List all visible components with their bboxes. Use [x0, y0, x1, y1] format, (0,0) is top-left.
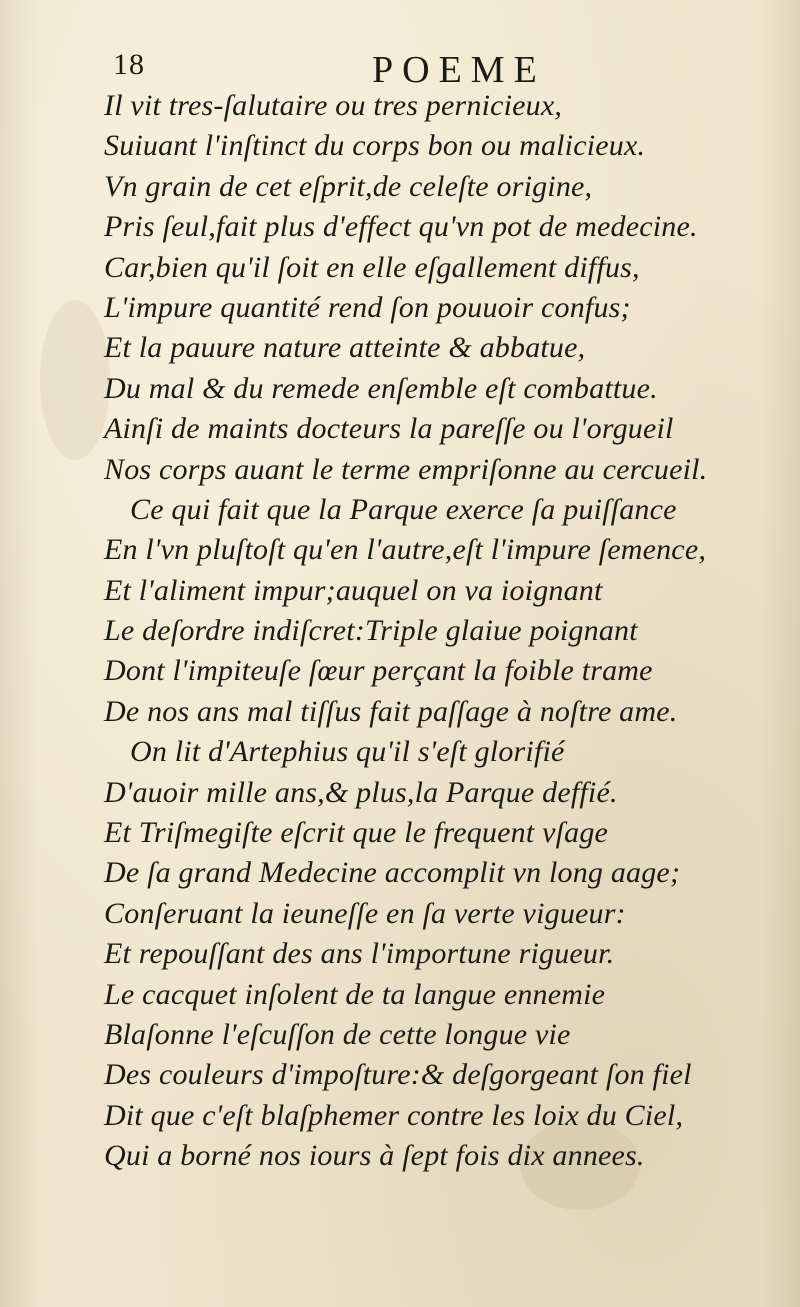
- poem-line: Du mal & du remede enſemble eſt combattue.: [104, 371, 658, 405]
- poem-line: De ſa grand Medecine accomplit vn long aage;: [104, 856, 681, 890]
- poem-line: Car,bien qu'il ſoit en elle eſgallement diffus,: [104, 250, 640, 284]
- poem-line: Le cacquet inſolent de ta langue ennemie: [104, 977, 606, 1011]
- poem-text-block: [104, 86, 764, 1177]
- running-head-title: POEME: [372, 49, 546, 91]
- poem-line: Blaſonne l'eſcuſſon de cette longue vie: [104, 1017, 571, 1051]
- poem-line: Ce qui fait que la Parque exerce ſa puiſſance: [130, 492, 677, 526]
- poem-line: Vn grain de cet eſprit,de celeſte origine,: [104, 169, 593, 203]
- poem-line: Suiuant l'inſtinct du corps bon ou malicieux.: [104, 129, 646, 163]
- poem-line: Et Triſmegiſte eſcrit que le frequent vſage: [104, 816, 609, 850]
- poem-line: Et la pauure nature atteinte & abbatue,: [104, 331, 586, 365]
- poem-line: Des couleurs d'impoſture:& deſgorgeant ſon fiel: [104, 1058, 692, 1092]
- poem-line: Ainſi de maints docteurs la pareſſe ou l'orgueil: [104, 412, 674, 446]
- poem-line: Dit que c'eſt blaſphemer contre les loix du Ciel,: [104, 1098, 684, 1132]
- paper-stain: [40, 300, 110, 460]
- poem-line: Et l'aliment impur;auquel on va ioignant: [104, 573, 603, 607]
- poem-line: Qui a borné nos iours à ſept fois dix annees.: [104, 1139, 645, 1173]
- poem-line: En l'vn pluſtoſt qu'en l'autre,eſt l'impure ſemence,: [104, 533, 707, 567]
- poem-line: Pris ſeul,fait plus d'effect qu'vn pot de medecine.: [104, 210, 698, 244]
- page-number: 18: [113, 48, 145, 81]
- poem-line: D'auoir mille ans,& plus,la Parque deffié.: [104, 775, 618, 809]
- poem-line: On lit d'Artephius qu'il s'eſt glorifié: [130, 735, 565, 769]
- poem-line: Le deſordre indiſcret:Triple glaiue poignant: [104, 614, 638, 648]
- poem-line: Conſeruant la ieuneſſe en ſa verte vigueur:: [104, 896, 626, 930]
- poem-line: Et repouſſant des ans l'importune rigueur.: [104, 937, 615, 971]
- poem-line: De nos ans mal tiſſus fait paſſage à noſtre ame.: [104, 694, 678, 728]
- poem-line: L'impure quantité rend ſon pouuoir confus;: [104, 290, 631, 324]
- poem-line: Dont l'impiteuſe ſœur perçant la foible trame: [104, 654, 653, 688]
- poem-line: Il vit tres-ſalutaire ou tres pernicieux,: [104, 89, 563, 122]
- poem-line: Nos corps auant le terme empriſonne au cercueil.: [104, 452, 708, 486]
